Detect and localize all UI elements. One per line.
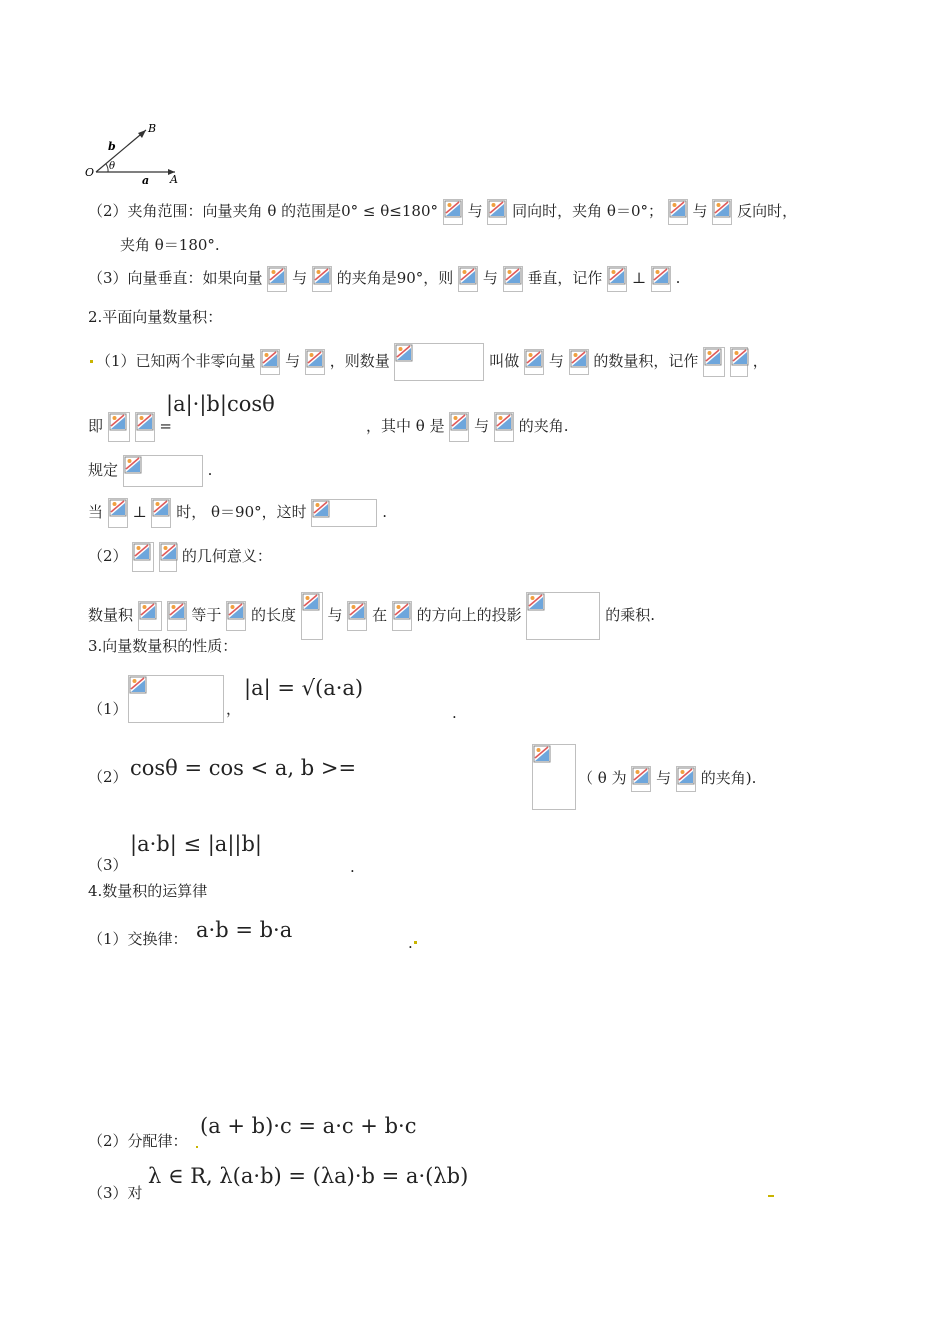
image-placeholder-icon	[731, 348, 749, 366]
image-placeholder-icon	[393, 602, 411, 620]
text: （1）已知两个非零向量	[96, 352, 256, 370]
text: 的长度	[250, 606, 296, 624]
image-placeholder-icon	[450, 413, 468, 431]
broken-image-box	[128, 675, 224, 723]
broken-image-icon	[668, 199, 688, 225]
broken-image-icon	[167, 601, 187, 631]
text: （1）交换律：	[88, 930, 188, 948]
projection-line	[88, 592, 655, 640]
text: .	[382, 503, 387, 521]
image-placeholder-icon	[133, 543, 151, 561]
cosine-formula: cosθ = cos < a, b >=	[130, 756, 357, 780]
broken-image-icon	[347, 601, 367, 631]
marker-dot	[196, 1146, 198, 1148]
distributive-label	[88, 1130, 188, 1152]
broken-image-box	[532, 744, 576, 810]
image-placeholder-icon	[268, 267, 286, 285]
broken-image-icon	[305, 349, 325, 375]
broken-image-icon	[503, 266, 523, 292]
text: （3）	[88, 856, 128, 874]
norm-formula: |a| = √(a·a)	[244, 676, 364, 700]
dang-line	[88, 498, 387, 528]
period: .	[408, 934, 413, 952]
dot-product-definition-line	[96, 343, 768, 381]
label-A: A	[170, 173, 178, 186]
text: 与	[656, 769, 672, 787]
distributive-formula: (a + b)·c = a·c + b·c	[200, 1114, 417, 1138]
text: 即	[88, 417, 104, 435]
perp-symbol: ⊥	[132, 503, 147, 521]
broken-image-icon	[449, 412, 469, 442]
broken-image-box	[526, 592, 600, 640]
text: （1）	[88, 700, 128, 718]
section-3-title	[88, 635, 237, 657]
label-theta: θ	[109, 161, 116, 172]
heading: 4.数量积的运算律	[88, 882, 208, 900]
text: 规定	[88, 461, 119, 479]
text: 的夹角.	[518, 417, 569, 435]
image-placeholder-icon	[306, 350, 324, 368]
label-a: a	[142, 174, 150, 186]
broken-image-icon	[676, 766, 696, 792]
marker-dot	[414, 941, 417, 944]
image-placeholder-icon	[459, 267, 477, 285]
image-placeholder-icon	[444, 200, 462, 218]
image-placeholder-icon	[136, 413, 154, 431]
perp-symbol: ⊥	[632, 269, 647, 287]
section-2-title	[88, 306, 222, 328]
text: 与	[474, 417, 490, 435]
broken-image-icon	[226, 601, 246, 631]
label-O: O	[85, 166, 95, 179]
broken-image-box	[123, 455, 203, 487]
text: （2）	[88, 768, 128, 786]
text: 垂直，记作	[527, 269, 603, 287]
broken-image-icon	[392, 601, 412, 631]
broken-image-icon	[132, 542, 154, 572]
image-placeholder-icon	[312, 500, 330, 518]
property-2-label	[88, 766, 128, 788]
text: 叫做	[489, 352, 520, 370]
image-placeholder-icon	[632, 767, 650, 785]
image-placeholder-icon	[109, 413, 127, 431]
marker-dot	[768, 1195, 774, 1197]
text: 与	[467, 202, 483, 220]
broken-image-icon	[108, 412, 130, 442]
text: ，则数量	[329, 352, 390, 370]
text: 的夹角).	[700, 769, 757, 787]
broken-image-icon	[524, 349, 544, 375]
image-placeholder-icon	[227, 602, 245, 620]
angle-arc	[106, 164, 108, 172]
broken-image-icon	[631, 766, 651, 792]
text: 与	[548, 352, 564, 370]
image-placeholder-icon	[713, 200, 731, 218]
perpendicular-line	[88, 266, 680, 292]
text: 与	[692, 202, 708, 220]
image-placeholder-icon	[168, 602, 186, 620]
heading: 2.平面向量数量积：	[88, 308, 223, 326]
property-1-label	[88, 698, 128, 720]
comma: ，	[226, 700, 242, 718]
vector-b-line	[96, 130, 146, 172]
text: 反向时，	[737, 202, 798, 220]
image-placeholder-icon	[348, 602, 366, 620]
image-placeholder-icon	[488, 200, 506, 218]
image-placeholder-icon	[677, 767, 695, 785]
text: 等于	[191, 606, 222, 624]
image-placeholder-icon	[261, 350, 279, 368]
broken-image-icon	[703, 347, 725, 377]
angle-range-line	[88, 199, 797, 225]
text: 与	[482, 269, 498, 287]
broken-image-icon	[712, 199, 732, 225]
vector-b-arrowhead	[138, 130, 146, 138]
text: （3）向量垂直：如果向量	[88, 269, 263, 287]
text: 在	[372, 606, 388, 624]
angle-180-line	[120, 234, 220, 256]
broken-image-icon	[443, 199, 463, 225]
broken-image-icon	[159, 542, 177, 572]
period: .	[452, 704, 457, 722]
text: （2）	[88, 547, 128, 565]
image-placeholder-icon	[570, 350, 588, 368]
text: 与	[285, 352, 301, 370]
text: 的方向上的投影	[416, 606, 522, 624]
text: 与	[292, 269, 308, 287]
broken-image-box	[394, 343, 484, 381]
broken-image-icon	[651, 266, 671, 292]
label-b: b	[108, 140, 116, 153]
text: .	[675, 269, 681, 287]
text: 的夹角是90°，则	[336, 269, 454, 287]
angle-figure	[82, 120, 192, 186]
commutative-formula: a·b = b·a	[196, 918, 293, 942]
broken-image-icon	[151, 498, 171, 528]
scalar-associative-formula: λ ∈ R, λ(a·b) = (λa)·b = a·(λb)	[148, 1164, 469, 1188]
image-placeholder-icon	[608, 267, 626, 285]
broken-image-icon	[487, 199, 507, 225]
text: ，	[752, 352, 768, 370]
broken-image-box	[311, 499, 377, 527]
image-placeholder-icon	[160, 543, 178, 561]
text: ，其中 θ 是	[366, 417, 445, 435]
broken-image-icon	[730, 347, 748, 377]
text: （3）对	[88, 1184, 143, 1202]
broken-image-icon	[260, 349, 280, 375]
image-placeholder-icon	[313, 267, 331, 285]
marker-dot	[90, 360, 93, 363]
ji-line	[88, 412, 172, 442]
label-B: B	[148, 122, 157, 135]
cauchy-schwarz-formula: |a·b| ≤ |a||b|	[130, 832, 262, 856]
text: 的乘积.	[605, 606, 656, 624]
broken-image-icon	[458, 266, 478, 292]
text: 当	[88, 503, 104, 521]
text: 与	[327, 606, 343, 624]
dot-product-formula: |a|·|b|cosθ	[166, 392, 275, 416]
image-placeholder-icon	[395, 344, 413, 362]
equals-sign: =	[159, 417, 172, 435]
image-placeholder-icon	[527, 593, 545, 611]
broken-image-icon	[138, 601, 162, 631]
text: 数量积	[88, 606, 134, 624]
broken-image-box	[301, 592, 323, 640]
image-placeholder-icon	[525, 350, 543, 368]
text: .	[207, 461, 213, 479]
section-4-title	[88, 880, 207, 902]
image-placeholder-icon	[139, 602, 157, 620]
image-placeholder-icon	[652, 267, 670, 285]
broken-image-icon	[494, 412, 514, 442]
text: 的几何意义：	[181, 547, 272, 565]
image-placeholder-icon	[669, 200, 687, 218]
scalar-label	[88, 1182, 143, 1204]
text: 时， θ＝90°，这时	[176, 503, 307, 521]
property-3-label	[88, 854, 128, 876]
image-placeholder-icon	[124, 456, 142, 474]
broken-image-icon	[135, 412, 155, 442]
broken-image-icon	[607, 266, 627, 292]
image-placeholder-icon	[504, 267, 522, 285]
broken-image-icon	[108, 498, 128, 528]
theta-is-line	[366, 412, 569, 442]
image-placeholder-icon	[495, 413, 513, 431]
text: 夹角 θ＝180°.	[120, 236, 220, 254]
broken-image-icon	[569, 349, 589, 375]
image-placeholder-icon	[109, 499, 127, 517]
commutative-label	[88, 928, 188, 950]
text: （2）分配律：	[88, 1132, 188, 1150]
broken-image-icon	[312, 266, 332, 292]
image-placeholder-icon	[704, 348, 722, 366]
text: （ θ 为	[578, 769, 627, 787]
heading: 3.向量数量积的性质：	[88, 637, 238, 655]
text: 的数量积，记作	[593, 352, 699, 370]
guiding-line	[88, 455, 212, 487]
period: .	[350, 858, 355, 876]
image-placeholder-icon	[129, 676, 147, 694]
image-placeholder-icon	[152, 499, 170, 517]
text: 同向时，夹角 θ＝0°；	[512, 202, 663, 220]
image-placeholder-icon	[533, 745, 551, 763]
text: （2）夹角范围：向量夹角 θ 的范围是0° ≤ θ≤180°	[88, 202, 438, 220]
geometric-meaning-line	[88, 542, 272, 572]
property-2-tail	[578, 766, 756, 792]
broken-image-icon	[267, 266, 287, 292]
image-placeholder-icon	[302, 593, 320, 611]
